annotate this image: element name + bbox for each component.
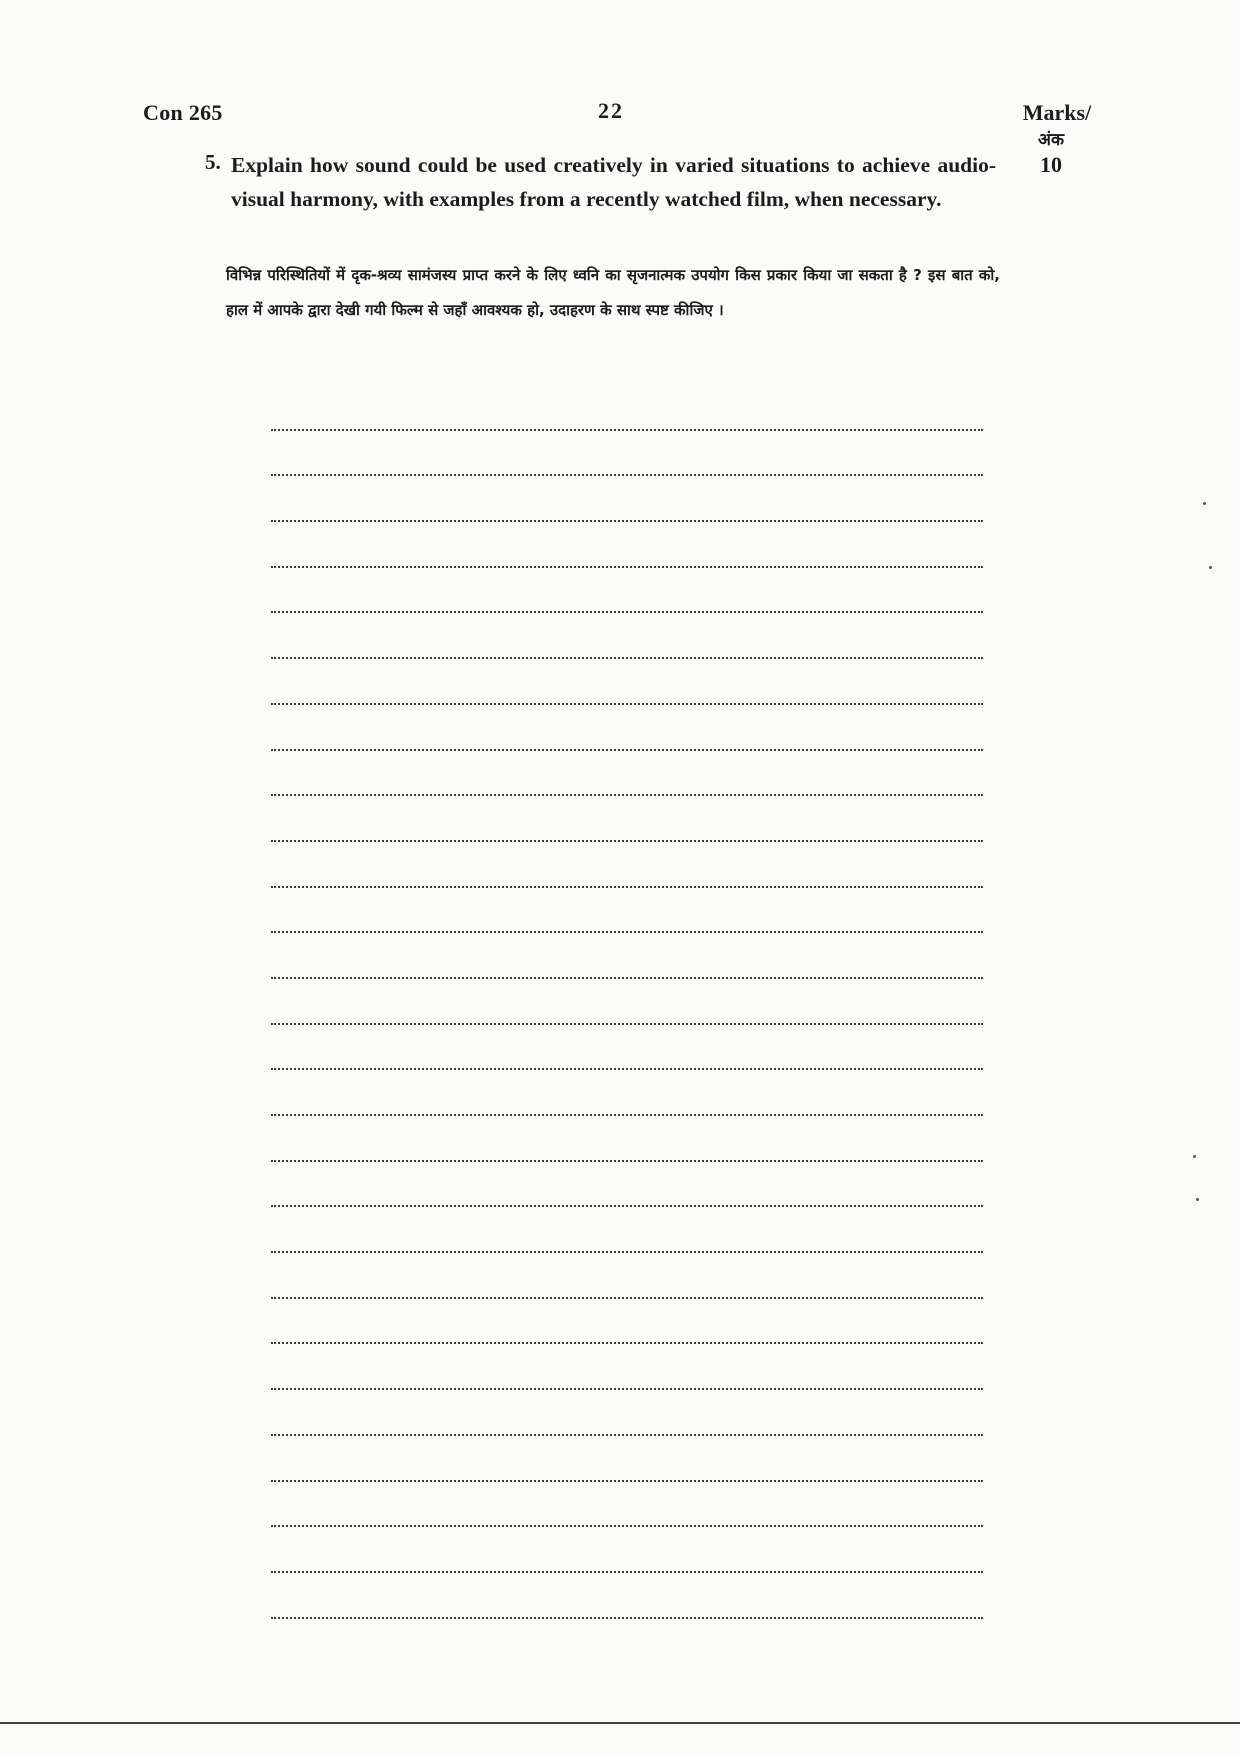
answer-line[interactable]: [271, 705, 983, 751]
answer-line[interactable]: [271, 385, 983, 431]
answer-line[interactable]: [271, 1070, 983, 1116]
answer-line[interactable]: [271, 1527, 983, 1573]
answer-line[interactable]: [271, 979, 983, 1025]
answer-line[interactable]: [271, 933, 983, 979]
answer-line[interactable]: [271, 796, 983, 842]
scan-speck: [1196, 1198, 1199, 1201]
answer-line[interactable]: [271, 1299, 983, 1345]
question-text-hindi: विभिन्न परिस्थितियों में दृक-श्रव्य सामंजस्य प्राप्त करने के लिए ध्वनि का सृजनात्मक उपयोग किस प्रकार किया जा सकता है ? इस बात को, हाल में आपके द्वारा देखी गयी फिल्म से जहाँ आवश्यक हो, उदाहरण के साथ स्पष्ट कीजिए ।: [226, 266, 1000, 319]
answer-line[interactable]: [271, 888, 983, 934]
answer-line[interactable]: [271, 1344, 983, 1390]
answer-line[interactable]: [271, 659, 983, 705]
answer-line[interactable]: [271, 613, 983, 659]
question-number: 5.: [205, 150, 221, 174]
answer-line[interactable]: [271, 522, 983, 568]
answer-line[interactable]: [271, 1116, 983, 1162]
answer-line[interactable]: [271, 568, 983, 614]
question-text-english: Explain how sound could be used creatively in varied situations to achieve audio-visual harmony, with examples from a recently watched film, when necessary.: [231, 153, 996, 211]
answer-line[interactable]: [271, 1207, 983, 1253]
answer-line[interactable]: [271, 1482, 983, 1528]
question-marks: 10: [1040, 152, 1062, 177]
marks-heading: Marks/: [1022, 100, 1092, 125]
answer-line[interactable]: [271, 476, 983, 522]
page-number: 22: [598, 98, 624, 123]
paper-code: Con 265: [143, 100, 223, 125]
marks-heading-hindi: अंक: [1037, 130, 1065, 150]
answer-line[interactable]: [271, 1390, 983, 1436]
answer-line[interactable]: [271, 751, 983, 797]
answer-line[interactable]: [271, 1162, 983, 1208]
answer-line[interactable]: [271, 1573, 983, 1619]
answer-line[interactable]: [271, 1436, 983, 1482]
answer-line[interactable]: [271, 431, 983, 477]
answer-line[interactable]: [271, 1253, 983, 1299]
answer-line[interactable]: [271, 1025, 983, 1071]
scan-speck: [1203, 502, 1206, 505]
scan-speck: [1193, 1155, 1196, 1158]
scan-edge-line: [0, 1722, 1240, 1724]
answer-line[interactable]: [271, 842, 983, 888]
answer-area[interactable]: [271, 385, 983, 1619]
scan-speck: [1209, 566, 1212, 569]
